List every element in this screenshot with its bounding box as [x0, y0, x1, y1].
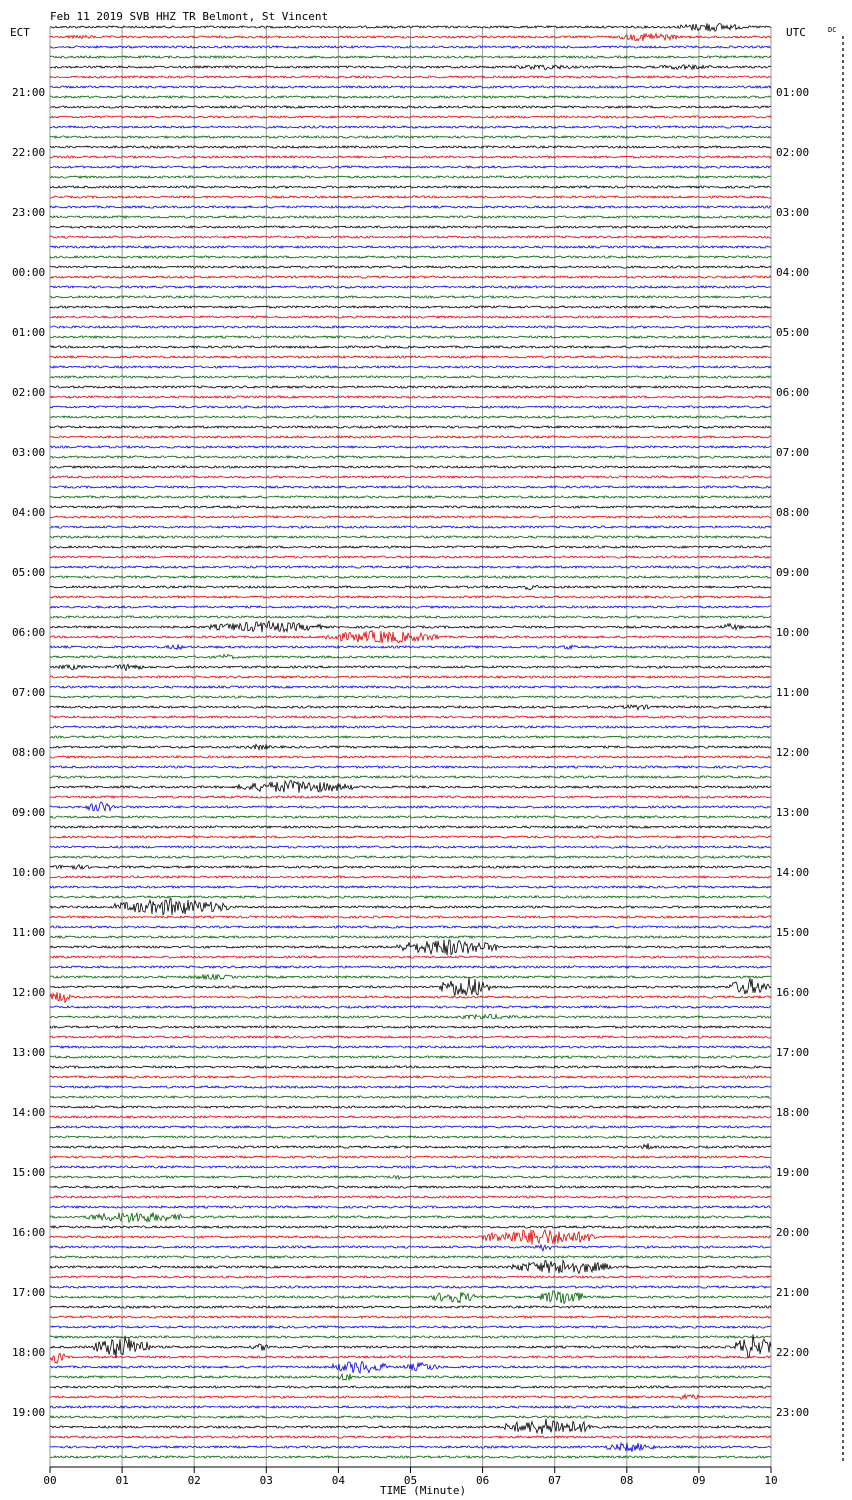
right-hour-label: 18:00 — [776, 1106, 810, 1119]
x-tick-label: 10 — [764, 1474, 778, 1487]
right-hour-label: 03:00 — [776, 206, 810, 219]
right-hour-label: 21:00 — [776, 1286, 810, 1299]
left-hour-label: 00:00 — [12, 266, 46, 279]
chart-title: Feb 11 2019 SVB HHZ TR Belmont, St Vincent — [50, 10, 329, 23]
x-tick-label: 01 — [115, 1474, 129, 1487]
right-hour-label: 08:00 — [776, 506, 810, 519]
left-hour-label: 22:00 — [12, 146, 46, 159]
right-hour-label: 09:00 — [776, 566, 810, 579]
right-hour-label: 01:00 — [776, 86, 810, 99]
x-tick-label: 04 — [331, 1474, 346, 1487]
left-hour-label: 17:00 — [12, 1286, 46, 1299]
right-hour-label: 17:00 — [776, 1046, 810, 1059]
left-hour-label: 01:00 — [12, 326, 46, 339]
left-hour-label: 02:00 — [12, 386, 46, 399]
right-hour-label: 22:00 — [776, 1346, 810, 1359]
x-tick-label: 05 — [403, 1474, 418, 1487]
left-hour-label: 07:00 — [12, 686, 46, 699]
left-hour-label: 11:00 — [12, 926, 46, 939]
right-hour-label: 19:00 — [776, 1166, 810, 1179]
right-hour-label: 14:00 — [776, 866, 810, 879]
left-hour-label: 14:00 — [12, 1106, 46, 1119]
right-hour-label: 23:00 — [776, 1406, 810, 1419]
left-hour-label: 10:00 — [12, 866, 46, 879]
left-hour-label: 05:00 — [12, 566, 46, 579]
right-hour-label: 16:00 — [776, 986, 810, 999]
left-hour-label: 21:00 — [12, 86, 46, 99]
right-hour-label: 04:00 — [776, 266, 810, 279]
right-axis-title: UTC — [786, 26, 806, 39]
left-hour-label: 16:00 — [12, 1226, 46, 1239]
x-tick-label: 08 — [620, 1474, 634, 1487]
right-hour-label: 02:00 — [776, 146, 810, 159]
left-hour-label: 03:00 — [12, 446, 46, 459]
left-hour-label: 13:00 — [12, 1046, 46, 1059]
left-hour-label: 12:00 — [12, 986, 46, 999]
left-hour-label: 04:00 — [12, 506, 46, 519]
x-tick-label: 07 — [548, 1474, 562, 1487]
right-hour-label: 10:00 — [776, 626, 810, 639]
dc-label: DC — [828, 26, 837, 34]
x-tick-label: 06 — [475, 1474, 490, 1487]
left-axis-title: ECT — [10, 26, 30, 39]
left-hour-label: 23:00 — [12, 206, 46, 219]
right-hour-label: 20:00 — [776, 1226, 810, 1239]
x-tick-label: 09 — [692, 1474, 706, 1487]
x-tick-label: 03 — [259, 1474, 273, 1487]
right-hour-label: 12:00 — [776, 746, 810, 759]
left-hour-label: 19:00 — [12, 1406, 46, 1419]
right-hour-label: 15:00 — [776, 926, 810, 939]
left-hour-label: 09:00 — [12, 806, 46, 819]
left-hour-label: 06:00 — [12, 626, 46, 639]
right-hour-label: 05:00 — [776, 326, 810, 339]
right-hour-label: 06:00 — [776, 386, 810, 399]
left-hour-label: 18:00 — [12, 1346, 46, 1359]
left-hour-label: 08:00 — [12, 746, 46, 759]
x-tick-label: 00 — [43, 1474, 57, 1487]
left-hour-label: 15:00 — [12, 1166, 46, 1179]
right-hour-label: 07:00 — [776, 446, 810, 459]
right-hour-label: 11:00 — [776, 686, 810, 699]
x-axis-title: TIME (Minute) — [380, 1484, 467, 1497]
x-tick-label: 02 — [187, 1474, 201, 1487]
right-hour-label: 13:00 — [776, 806, 810, 819]
